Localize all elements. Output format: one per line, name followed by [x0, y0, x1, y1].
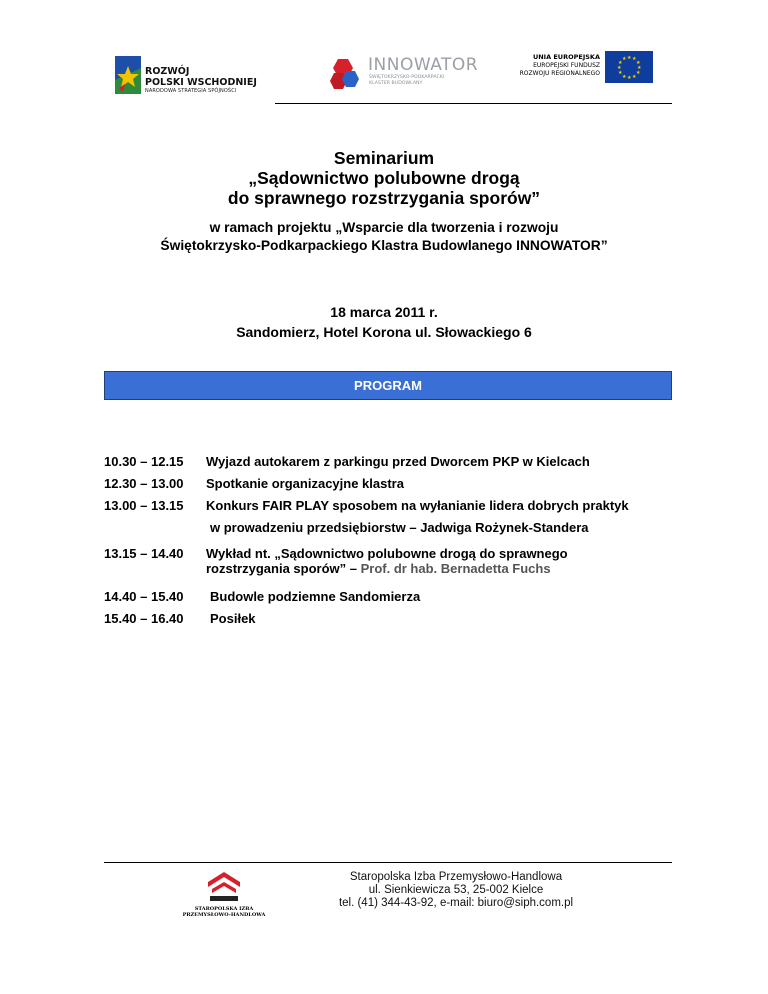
svg-text:★: ★	[627, 55, 632, 61]
svg-text:★: ★	[618, 60, 623, 66]
eu-line1: UNIA EUROPEJSKA	[532, 53, 600, 61]
svg-text:★: ★	[636, 70, 641, 76]
siph-logo-line2: PRZEMYSŁOWO-HANDLOWA	[182, 912, 266, 918]
program-text-3: Konkurs FAIR PLAY sposobem na wyłanianie lidera dobrych praktyk	[206, 498, 629, 513]
program-text-2: Spotkanie organizacyjne klastra	[206, 476, 404, 491]
innowator-subtitle: ŚWIĘTOKRZYSKO-PODKARPACKI KLASTER BUDOWLANY	[369, 75, 445, 86]
program-text-3b: w prowadzeniu przedsiębiorstw – Jadwiga Rożynek-Standera	[210, 520, 589, 535]
svg-text:★: ★	[622, 56, 627, 62]
innowator-hexagons-icon	[326, 55, 366, 95]
svg-text:★: ★	[617, 65, 622, 71]
siph-emblem-icon	[204, 870, 244, 904]
header-rule	[275, 103, 672, 104]
footer-rule	[104, 862, 672, 863]
program-time-6: 15.40 – 16.40	[104, 611, 184, 626]
program-header-bar: PROGRAM	[104, 371, 672, 400]
program-time-5: 14.40 – 15.40	[104, 589, 184, 604]
eu-flag-icon	[605, 51, 653, 83]
svg-text:★: ★	[637, 65, 642, 71]
footer-contact	[306, 871, 606, 910]
title	[0, 148, 768, 208]
program-time-2: 12.30 – 13.00	[104, 476, 184, 491]
title-line3: do sprawnego rozstrzygania sporów”	[227, 188, 541, 208]
subtitle-line1: w ramach projektu „Wsparcie dla tworzenia i rozwoju	[209, 220, 559, 235]
innowator-name: INNOWATOR	[368, 55, 479, 75]
svg-text:★: ★	[632, 56, 637, 62]
speaker-name: Prof. dr hab. Bernadetta Fuchs	[360, 561, 551, 576]
siph-logo-line1: STAROPOLSKA IZBA	[194, 906, 254, 912]
program-text-1: Wyjazd autokarem z parkingu przed Dworcem PKP w Kielcach	[206, 454, 590, 469]
rpw-line2: POLSKI WSCHODNIEJ	[145, 77, 257, 88]
svg-text:★: ★	[627, 75, 632, 81]
footer-org: Staropolska Izba Przemysłowo-Handlowa	[349, 871, 563, 883]
rpw-line3: NARODOWA STRATEGIA SPÓJNOŚCI	[145, 88, 237, 94]
title-line1: Seminarium	[333, 148, 435, 168]
program-time-3: 13.00 – 13.15	[104, 498, 184, 513]
program-time-1: 10.30 – 12.15	[104, 454, 184, 469]
rpw-line1: ROZWÓJ	[145, 66, 190, 77]
eu-line2: EUROPEJSKI FUNDUSZ	[533, 62, 600, 69]
svg-text:★: ★	[632, 74, 637, 80]
eu-logo	[505, 51, 655, 85]
rozwoj-polski-wschodniej-logo	[105, 44, 275, 110]
event-info	[0, 302, 768, 342]
program-text-4b: rozstrzygania sporów” – Prof. dr hab. Bernadetta Fuchs	[206, 561, 551, 576]
program-text-6: Posiłek	[210, 611, 256, 626]
siph-logo	[178, 870, 270, 918]
innowator-logo	[326, 55, 506, 95]
subtitle	[0, 219, 768, 255]
subtitle-line2: Świętokrzysko-Podkarpackiego Klastra Budowlanego INNOWATOR”	[160, 238, 608, 253]
eu-line3: ROZWOJU REGIONALNEGO	[519, 70, 600, 77]
title-line2: „Sądownictwo polubowne drogą	[248, 168, 520, 188]
footer-phone-email: tel. (41) 344-43-92, e-mail: biuro@siph.com.pl	[338, 897, 574, 909]
program-time-4: 13.15 – 14.40	[104, 546, 184, 561]
event-location: Sandomierz, Hotel Korona ul. Słowackiego 6	[236, 324, 532, 340]
rpw-emblem-icon	[111, 54, 145, 100]
footer-address: ul. Sienkiewicza 53, 25-002 Kielce	[368, 884, 544, 896]
event-date: 18 marca 2011 r.	[330, 304, 438, 320]
svg-text:★: ★	[636, 60, 641, 66]
program-text-4: Wykład nt. „Sądownictwo polubowne drogą do sprawnego	[206, 546, 568, 561]
program-text-5: Budowle podziemne Sandomierza	[210, 589, 421, 604]
svg-text:★: ★	[618, 70, 623, 76]
svg-text:★: ★	[622, 74, 627, 80]
